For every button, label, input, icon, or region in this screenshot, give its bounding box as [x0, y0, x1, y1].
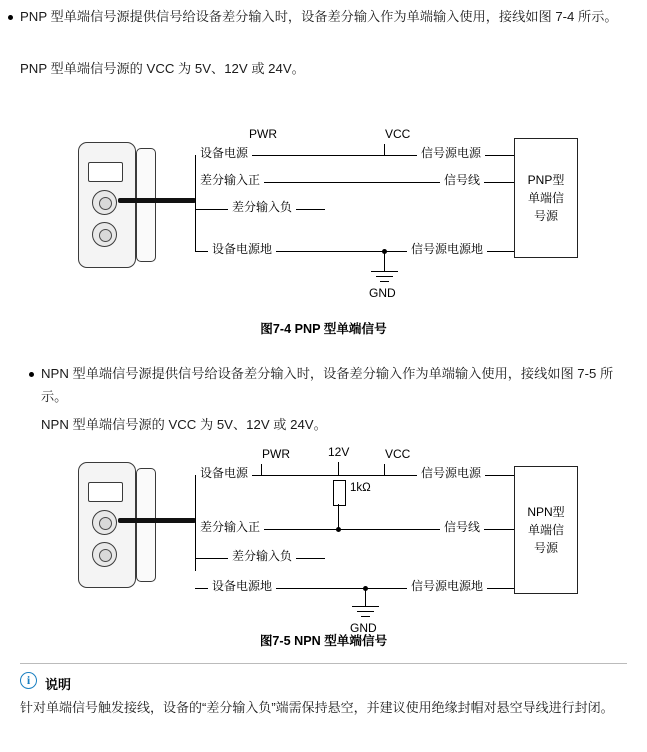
gnd-bar1-pnp — [371, 271, 398, 272]
bullet-pnp — [8, 15, 13, 20]
note-divider — [20, 663, 627, 664]
source-box-pnp — [514, 138, 578, 258]
device-lens-upper-pnp — [92, 190, 117, 215]
bullet-npn — [29, 372, 34, 377]
note-body: 针对单端信号触发接线，设备的“差分输入负”端需保持悬空，并建议使用绝缘封帽对悬空导线进行封闭。 — [20, 700, 614, 715]
label-resistor-npn: 1kΩ — [350, 482, 371, 494]
label-gnd-pnp: GND — [369, 286, 396, 300]
device-screen-pnp — [88, 162, 123, 182]
gnd-bar1-npn — [352, 606, 379, 607]
label-device-gnd-pnp: 设备电源地 — [208, 240, 276, 257]
label-source-power-pnp: 信号源电源 — [417, 144, 485, 161]
label-supply-12v-npn: 12V — [328, 445, 350, 459]
label-gnd-npn: GND — [350, 621, 377, 635]
gnd-bar2-npn — [357, 611, 374, 612]
device-side-pnp — [136, 148, 156, 262]
label-vcc-npn: VCC — [385, 447, 411, 461]
note-title: 说明 — [45, 677, 72, 692]
npn-figure — [0, 440, 647, 640]
pullup-resistor-npn — [333, 480, 346, 506]
wire-trunk-pnp — [195, 155, 196, 251]
label-source-gnd-pnp: 信号源电源地 — [407, 240, 487, 257]
label-signal-line-pnp: 信号线 — [440, 171, 484, 188]
gnd-bar2-pnp — [376, 276, 393, 277]
device-cable-pnp — [118, 198, 196, 203]
source-box-label-npn: NPN型单端信号源 — [527, 505, 565, 555]
npn-caption: 图7-5 NPN 型单端信号 — [259, 634, 388, 648]
source-box-label-pnp: PNP型单端信号源 — [527, 173, 565, 223]
label-diff-in-pos-pnp: 差分输入正 — [196, 171, 264, 188]
label-vcc-pnp: VCC — [385, 127, 411, 141]
gnd-bar3-npn — [361, 616, 370, 617]
pnp-paragraph-1: PNP 型单端信号源提供信号给设备差分输入时，设备差分输入作为单端输入使用，接线如图 7-4 所示。 — [20, 9, 618, 24]
label-diff-in-pos-npn: 差分输入正 — [196, 518, 264, 535]
device-lens-lower-npn — [92, 542, 117, 567]
npn-paragraph-2: NPN 型单端信号源的 VCC 为 5V、12V 或 24V。 — [41, 417, 327, 432]
device-lens-lower-pnp — [92, 222, 117, 247]
source-box-npn — [514, 466, 578, 594]
label-source-power-npn: 信号源电源 — [417, 464, 485, 481]
info-icon: i — [20, 672, 37, 689]
label-device-gnd-npn: 设备电源地 — [208, 577, 276, 594]
device-side-npn — [136, 468, 156, 582]
signal-junction-npn — [336, 527, 341, 532]
gnd-stem-npn — [365, 588, 366, 606]
label-device-power-pnp: 设备电源 — [196, 144, 252, 161]
label-signal-line-npn: 信号线 — [440, 518, 484, 535]
label-diff-in-neg-pnp: 差分输入负 — [228, 198, 296, 215]
device-screen-npn — [88, 482, 123, 502]
label-pwr-npn-text: PWR — [262, 447, 290, 461]
pnp-paragraph-2: PNP 型单端信号源的 VCC 为 5V、12V 或 24V。 — [20, 61, 305, 76]
pullup-top-stem-npn — [338, 462, 339, 476]
gnd-bar3-pnp — [380, 281, 389, 282]
label-device-power-npn: 设备电源 — [196, 464, 252, 481]
device-lens-upper-npn — [92, 510, 117, 535]
label-source-gnd-npn: 信号源电源地 — [407, 577, 487, 594]
device-cable-npn — [118, 518, 196, 523]
label-pwr-pnp: PWR — [249, 127, 277, 141]
gnd-stem-pnp — [384, 251, 385, 271]
npn-paragraph-1: NPN 型单端信号源提供信号给设备差分输入时，设备差分输入作为单端输入使用，接线如图 7-5 所示。 — [41, 366, 614, 405]
label-diff-in-neg-npn: 差分输入负 — [228, 547, 296, 564]
pnp-figure — [0, 120, 647, 320]
label-pwr-npn — [262, 447, 290, 461]
pnp-caption: 图7-4 PNP 型单端信号 — [260, 322, 387, 336]
